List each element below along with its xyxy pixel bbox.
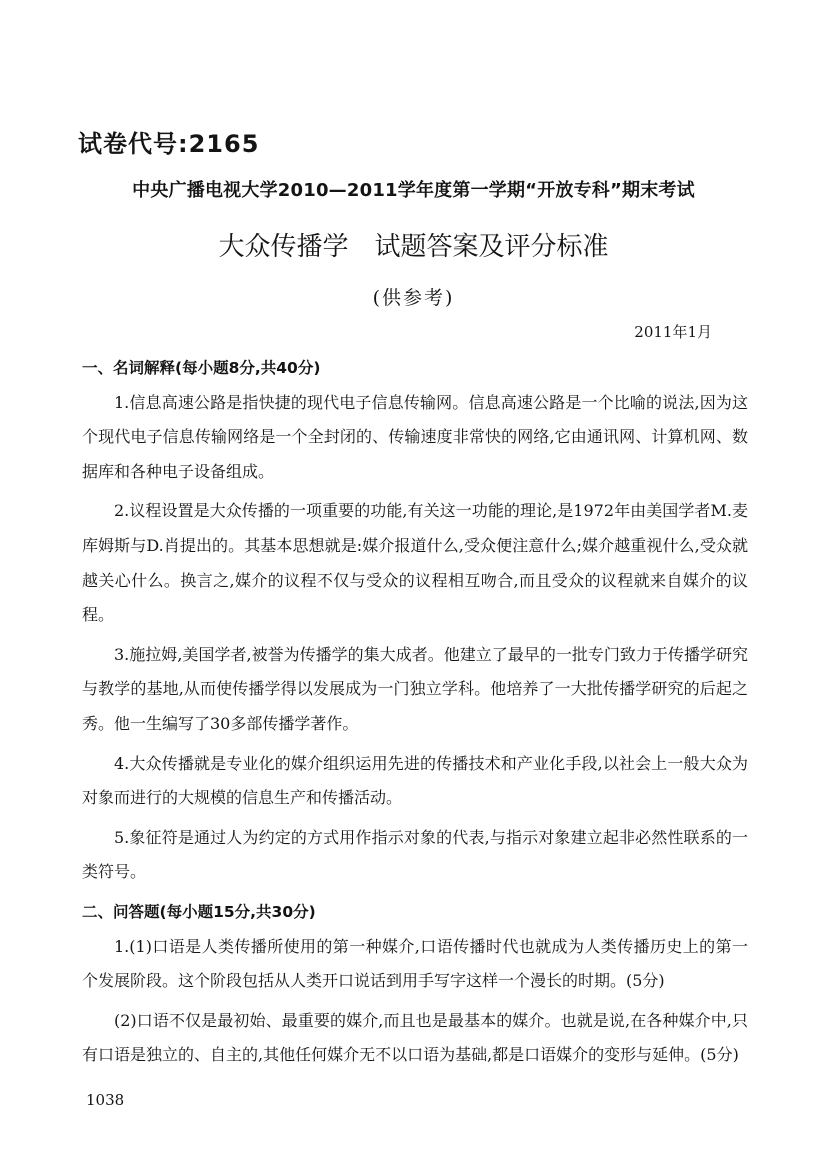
- section-heading: 二、问答题(每小题15分,共30分): [82, 902, 316, 921]
- answer-paragraph: 4.大众传播就是专业化的媒介组织运用先进的传播技术和产业化手段,以社会上一般大众为对象而进行的大规模的信息生产和传播活动。: [82, 753, 748, 808]
- answer-paragraph: 1.信息高速公路是指快捷的现代电子信息传输网。信息高速公路是一个比喻的说法,因为这个现代电子信息传输网络是一个全封闭的、传输速度非常快的网络,它由通讯网、计算机网、数据库和各种电子设备组成。: [82, 392, 748, 481]
- page-number: 1038: [86, 1091, 125, 1109]
- answer-paragraph: 2.议程设置是大众传播的一项重要的功能,有关这一功能的理论,是1972年由美国学者M.麦库姆斯与D.肖提出的。其基本思想就是:媒介报道什么,受众便注意什么;媒介越重视什么,受众就越关心什么。换言之,媒介的议程不仅与受众的议程相互吻合,而且受众的议程就来自媒介的议程。: [82, 501, 748, 625]
- answer-paragraph: (2)口语不仅是最初始、最重要的媒介,而且也是最基本的媒介。也就是说,在各种媒介中,只有口语是独立的、自主的,其他任何媒介无不以口语为基础,都是口语媒介的变形与延伸。(5分): [82, 1010, 748, 1065]
- answer-paragraph: 1.(1)口语是人类传播所使用的第一种媒介,口语传播时代也就成为人类传播历史上的第一个发展阶段。这个阶段包括从人类开口说话到用手写字这样一个漫长的时期。(5分): [82, 936, 748, 991]
- exam-date: 2011年1月: [634, 323, 712, 341]
- reference-note: (供参考): [372, 287, 455, 309]
- section-terms: [82, 351, 748, 895]
- document-title: 大众传播学 试题答案及评分标准: [218, 232, 609, 262]
- section-questions: [82, 895, 748, 1078]
- answer-content: [82, 351, 748, 1078]
- section-heading: 一、名词解释(每小题8分,共40分): [82, 359, 321, 377]
- answer-paragraph: 5.象征符是通过人为约定的方式用作指示对象的代表,与指示对象建立起非必然性联系的一类符号。: [82, 827, 748, 882]
- exam-title: 中央广播电视大学2010—2011学年度第一学期“开放专科”期末考试: [132, 180, 695, 201]
- answer-paragraph: 3.施拉姆,美国学者,被誉为传播学的集大成者。他建立了最早的一批专门致力于传播学研究与教学的基地,从而使传播学得以发展成为一门独立学科。他培养了一大批传播学研究的后起之秀。他一生编写了30多部传播学著作。: [82, 644, 748, 733]
- paper-code: 试卷代号:2165: [78, 130, 260, 158]
